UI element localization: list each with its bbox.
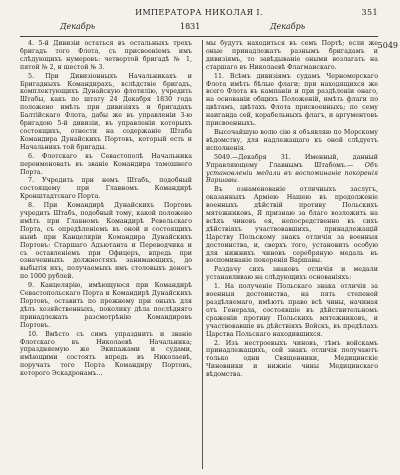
right-paragraph: 11. Всѣмъ дивизіямъ судамъ Черноморскаго Флота имѣть бѣлые флаги; при находящихся же всего Флота въ кампаніи и при раздѣленіи онаго, на основаніи общихъ Положеній, имѣть флаги по цвѣтамъ, цвѣтахъ Флота присвоенныхъ; по сему наиганда сей, корабельныхъ флагъ, и аргументовъ присвоенныхъ. [206, 72, 378, 128]
right-month: Декабрь [270, 22, 306, 31]
year: 1831 [180, 22, 201, 31]
decree-title: 5049.—Декабря 31. Именный, данный Управляющему Главнымъ Штабомъ.— [206, 153, 378, 169]
two-column-body [20, 40, 398, 469]
running-subheader [20, 22, 378, 34]
page-number: 351 [361, 8, 378, 17]
margin-document-number: 5049 [377, 41, 398, 50]
decree-subject: Объ установленіи медали въ воспоминаніе покоренія Варшавы. [206, 161, 378, 185]
decree-paragraph: 2. Изъ нестроевыхъ чиновъ, тѣмъ войскамъ принадлежащихъ, сей знакъ отличія получаютъ только одни Священники, Медицинскіе Чиновники и нижніе чины Медицинскаго вѣдомства. [206, 339, 378, 379]
left-column [20, 40, 192, 469]
left-month: Декабрь [60, 22, 96, 31]
decree-heading [206, 154, 378, 186]
right-column [206, 40, 398, 469]
left-paragraph: 4. 5-й Дивизіи остаться въ остальныхъ трехъ бригадъ того Флота, съ присвоеніемъ имъ слѣдующихъ нумеровъ: четвертой бригадѣ № 1, пятой № 2, и шестой № 3. [20, 40, 192, 71]
left-paragraph: 6. Флотскаго въ Севастополѣ Начальника переименовать въ званіе Командира тамошнего Порта. [20, 152, 192, 176]
left-paragraph: 10. Вмѣсто съ симъ упразднить и званіе Флотскаго въ Николаевѣ Начальника; упраздняемую же Экипажами и судами, имѣющими состоять впредь въ Николаевѣ, поручать того Порта Командиру Портовъ, которого Эскадронамъ... [20, 330, 192, 378]
page-header-title: ИМПЕРАТОРА НИКОЛАЯ I. [135, 8, 263, 17]
decree-paragraph: Въ ознаменованіе отличныхъ заслугъ, оказанныхъ Арміею Нашею въ продолженіе военныхъ дѣйствій противу Польскихъ мятежниковъ, Я признаю за благо возложить на всѣхъ чиновъ ея, непосредственно въ сихъ дѣйствіяхъ участвовавшихъ, принадлежащій Царству Польскому знакъ отличія за военныя достоинства, и, сверхъ того, установить особую для нижнихъ чиновъ серебряную медаль въ воспоминаніе покоренія Варшавы. [206, 186, 378, 265]
left-paragraph: 8. При Командирѣ Дунайскихъ Портовъ учредить Штабъ, подобный тому, какой положено имѣть при Главномъ Командирѣ Ревельскаго Порта, съ опредѣленіемъ въ оной и состоящихъ нынѣ при Канцеляріи Командира Дунайскихъ Портовъ: Старшаго Адъютанта и Переводчика и съ оставленіемъ при Офицеръ, впредь при означенныхъ должностяхъ занимающихъ, до выбытія ихъ, получаемыхъ имъ столовыхъ денегъ по 1000 рублей. [20, 202, 192, 281]
left-paragraph: 9. Канцелярію, имѣющуюся при Командирѣ Севастопольскаго Порта и Командирѣ Дунайскихъ Портовъ, оставить по прежнему при оныхъ для дѣлъ хозяйственныхъ, поколику дѣла послѣдняго принадлежать разсмотрѣнію Командировъ Портовъ. [20, 282, 192, 329]
header-rule [20, 36, 378, 37]
left-paragraph: 7. Учредить при немъ Штабъ, подобный состоящему при Главномъ Командирѣ Кронштадтскаго Порта. [20, 177, 192, 201]
right-paragraph: Высочайшую волю сію я объявляю по Морскому вѣдомству, для надлежащаго къ оной слѣдуетъ исполненія. [206, 128, 378, 152]
left-paragraph: 5. При Дивизіонныхъ Начальникахъ и Бригадныхъ Командирахъ, вслѣдствіе бригадъ, комплектующихъ Дунайскую флотилію, учредить Штабы, какъ по штату 24 Декабря 1830 года положено имѣть при дивизіяхъ и бригадахъ Балтійскаго Флота, дабы же въ управленіи 3-ю бригадою 5-й дивизіи, въ управленіи которыхъ состоящихъ, отнести на содержаніе Штаба Командира Дунайскихъ Портовъ, который есть и Начальникъ той бригады. [20, 72, 192, 151]
running-header [20, 8, 378, 20]
decree-paragraph: 1. На полученіе Польскаго знака отличія за военныя достоинства, на пять степеней раздѣляемаго, имѣютъ право всѣ чины, начиная отъ Генерала, состоявшіе въ дѣйствительномъ сраженіи противу Польскихъ мятежниковъ, и участвовавшіе въ дѣйствіяхъ Войскъ, въ предѣлахъ Царства Польскаго находившихся. [206, 283, 378, 338]
right-paragraph: мы будутъ находиться въ семъ Портѣ; если же оные принадлежатъ разнымъ бригадамъ и дивизіямъ, то завѣдываніе оными возлагать на старшаго въ Николаевѣ Флагманскаго. [206, 40, 378, 71]
column-divider [202, 40, 203, 469]
decree-paragraph: Раздачу сихъ знаковъ отличія и медали устанавливаю на слѣдующихъ основаніяхъ: [206, 266, 378, 282]
